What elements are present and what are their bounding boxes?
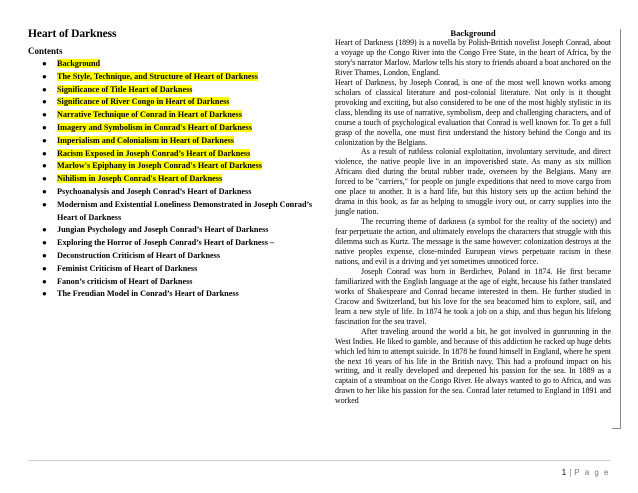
body-paragraph: Heart of Darkness (1899) is a novella by Polish-British novelist Joseph Conrad, about a voyage up the Congo River into the Congo Free State, in the heart of Africa, by the story's narrator Marlow. Marlow tells his story to friends aboard a boat anchored on the River Thames, London, England.: [335, 38, 611, 77]
toc-item-label: The Style, Technique, and Structure of Heart of Darkness: [57, 71, 258, 81]
toc-item-label: Significance of River Congo in Heart of Darkness: [57, 97, 230, 107]
toc-item[interactable]: [28, 96, 328, 109]
table-of-contents: [28, 58, 328, 301]
toc-item-label: Imperialism and Colonialism in Heart of Darkness: [57, 135, 234, 145]
toc-item-label: Narrative Technique of Conrad in Heart of Darkness: [57, 110, 242, 120]
bullet-icon: ●: [42, 161, 47, 171]
page-footer: [562, 468, 610, 477]
background-column: [335, 28, 611, 406]
body-paragraph: After traveling around the world a bit, he got involved in gunrunning in the West Indies. He liked to gamble, and because of this addiction he racked up huge debts which led him to attempt suicide. In 1878 he found himself in England, where he spent the next 16 years of his life in the British navy. This had a profound impact on his writing, and it really developed and deepened his passion for the sea. In 1889 as a captain of a steamboat on the Congo River. He always wanted to go to Africa, and was drawn to her like his passion for the sea. Conrad later returned to England in 1891 and worked: [335, 326, 611, 406]
toc-item[interactable]: [28, 276, 328, 289]
toc-item[interactable]: [28, 288, 328, 301]
section-heading: Background: [450, 28, 496, 38]
bullet-icon: ●: [42, 122, 47, 132]
body-paragraph: Heart of Darkness, by Joseph Conrad, is one of the most well known works among scholars of classical literature and post-colonial literature. Not only is it thought provoking and exciting, but also considered to be one of the most highly stylistic in its class, blending its use of narrative, symbolism, deep and challenging characters, and of course a touch of psychological evaluation that Conrad is well known for. To get a full grasp of the novella, one must first understand the history behind the Congo and its colonization by the Belgians.: [335, 77, 611, 147]
toc-item[interactable]: [28, 250, 328, 263]
toc-item-label: Deconstruction Criticism of Heart of Darkness: [57, 250, 221, 260]
bullet-icon: ●: [42, 289, 47, 299]
toc-item-label: Nihilism in Joseph Conrad's Heart of Darkness: [57, 174, 223, 184]
bullet-icon: ●: [42, 71, 47, 81]
toc-item-label: Jungian Psychology and Joseph Conrad’s Heart of Darkness: [57, 225, 269, 235]
bullet-icon: ●: [42, 59, 47, 68]
bullet-icon: ●: [42, 97, 47, 107]
bullet-icon: ●: [42, 263, 47, 273]
bullet-icon: ●: [42, 174, 47, 184]
bullet-icon: ●: [42, 250, 47, 260]
column-border-right: [620, 29, 621, 428]
toc-item-label: Racism Exposed in Joseph Conrad’s Heart of Darkness: [57, 148, 251, 158]
toc-item[interactable]: [28, 135, 328, 148]
page-number: 1: [561, 468, 567, 477]
toc-item[interactable]: [28, 71, 328, 84]
bullet-icon: ●: [42, 110, 47, 120]
toc-item[interactable]: [28, 58, 328, 71]
toc-item-label: Modernism and Existential Loneliness Demonstrated in Joseph Conrad’s Heart of Darkness: [57, 199, 313, 222]
toc-item-label: Feminist Criticism of Heart of Darkness: [57, 263, 198, 273]
toc-item[interactable]: [28, 84, 328, 97]
body-paragraph: As a result of ruthless colonial exploitation, involuntary servitude, and direct violence, the native people live in an impoverished state. As many as six million Africans died during the brutal rubber trade, overseen by the Belgians. Many are forced to be "carriers," for people on jungle expeditions that need to move cargo from one place to another. It is a hard life, but this history sets up the action behind the drama in this book, as far as helping to smuggle ivory out, or carry supplies into the jungle nation.: [335, 147, 611, 217]
section-body: [335, 38, 611, 406]
footer-separator: |: [569, 468, 572, 477]
toc-item[interactable]: [28, 173, 328, 186]
page-label: P a g e: [574, 468, 610, 477]
bullet-icon: ●: [42, 148, 47, 158]
body-paragraph: The recurring theme of darkness (a symbol for the reality of the society) and fear perpetuate the action, and ultimately envelops the characters that struggle with this dilemma such as Kurtz. The message is the same however: colonization destroys at the native peoples expense, close-minded European views perpetuate racism in these nations, and evil is a driving and yet sometimes unnoticed force.: [335, 217, 611, 266]
toc-item[interactable]: [28, 186, 328, 199]
toc-item-label: Significance of Title Heart of Darkness: [57, 84, 193, 94]
bullet-icon: ●: [42, 199, 47, 209]
toc-item[interactable]: [28, 237, 328, 250]
toc-item[interactable]: [28, 224, 328, 237]
contents-column: [28, 28, 328, 301]
column-border-bottom: [612, 428, 621, 429]
toc-item-label: Psychoanalysis and Joseph Conrad’s Heart of Darkness: [57, 186, 252, 196]
bullet-icon: ●: [42, 84, 47, 94]
toc-item[interactable]: [28, 148, 328, 161]
toc-item-label: Imagery and Symbolism in Conrad's Heart of Darkness: [57, 122, 252, 132]
body-paragraph: Joseph Conrad was born in Berdichev, Poland in 1874. He first became familiarized with the English language at the age of eight, because his father translated works of Shakespeare and Conrad became interested in them. He further studied in Cracow and Switzerland, but his love for the sea beacomed him to explore, sail, and learn a new style of life. In 1874 he took a job on a ship, and thus begun his lifelong fascination for the sea travel.: [335, 266, 611, 326]
toc-item-label: Exploring the Horror of Joseph Conrad’s Heart of Darkness –: [57, 238, 275, 248]
toc-item-label: Background: [57, 59, 101, 68]
bullet-icon: ●: [42, 225, 47, 235]
bullet-icon: ●: [42, 186, 47, 196]
footer-divider: [28, 460, 610, 461]
toc-item-label: The Freudian Model in Conrad’s Heart of Darkness: [57, 289, 239, 299]
toc-item[interactable]: [28, 122, 328, 135]
bullet-icon: ●: [42, 135, 47, 145]
toc-item[interactable]: [28, 263, 328, 276]
toc-item-label: Marlow's Epiphany in Joseph Conrad's Heart of Darkness: [57, 161, 262, 171]
document-title: Heart of Darkness: [28, 28, 117, 40]
bullet-icon: ●: [42, 238, 47, 248]
contents-label: Contents: [28, 46, 63, 56]
toc-item[interactable]: [28, 160, 328, 173]
toc-item-label: Fanon’s criticism of Heart of Darkness: [57, 276, 193, 286]
toc-item[interactable]: [28, 199, 328, 225]
bullet-icon: ●: [42, 276, 47, 286]
toc-item[interactable]: [28, 109, 328, 122]
